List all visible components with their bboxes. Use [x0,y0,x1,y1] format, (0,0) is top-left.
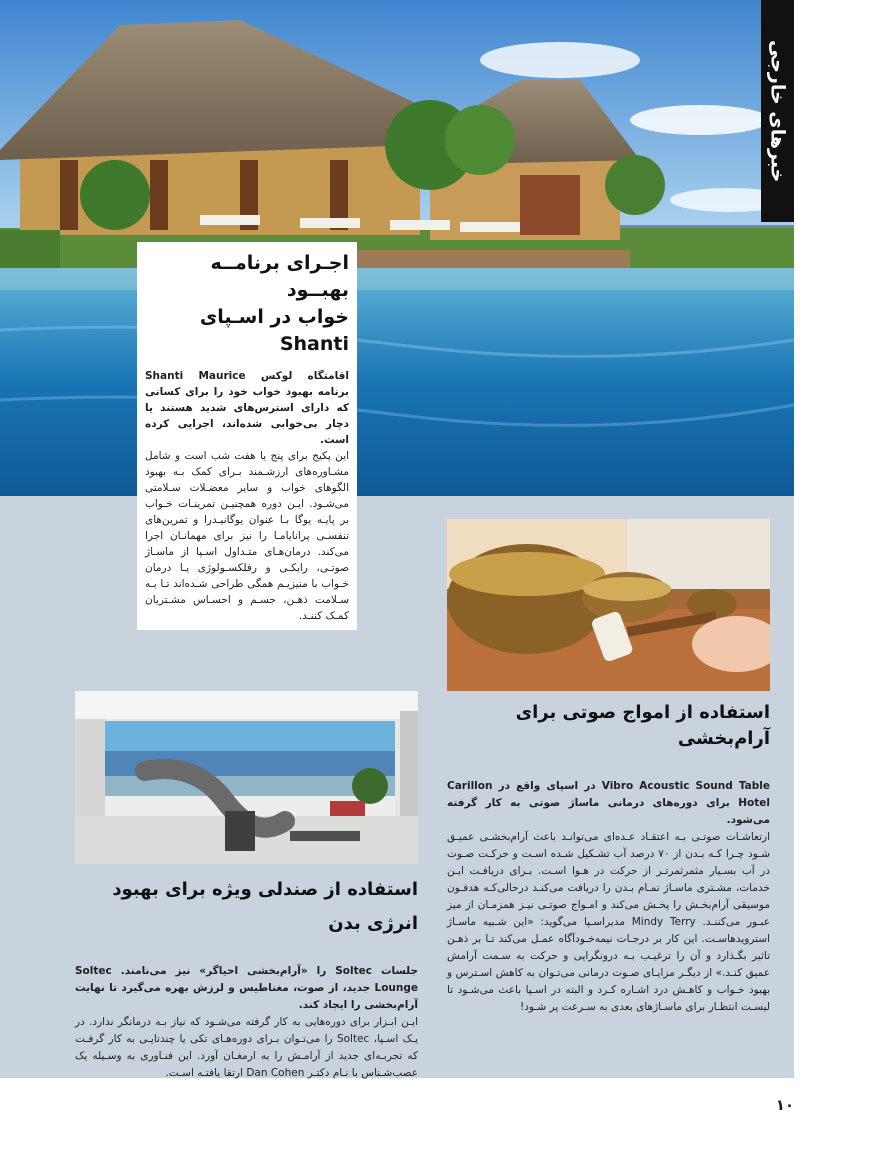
article-shanti-title-line2: خواب در اسـپای Shanti [199,306,349,355]
photo-soltec-lounge [75,691,418,864]
article-sound-lead: Vibro Acoustic Sound Table در اسپای واقع در Carillon Hotel برای دوره‌های درمانی ماساژ صوتی به کار گرفته می‌شود. [447,780,770,826]
article-shanti-title-line1: اجـرای برنامــه بهبــود [210,252,349,301]
article-sound [447,700,770,1016]
article-shanti-lead: اقامتگاه لوکس Shanti Maurice برنامه بهبود خواب خود را برای کسانی که دارای استرس‌های شدید هستند یا دچار بی‌خوابی شده‌اند، اجرایی کرده است. [145,370,349,446]
section-tab-label: خبرهای خارجی [766,39,789,183]
section-tab [761,0,794,222]
article-lounge-lead: جلسات Soltec را «آرام‌بخشی احیاگر» نیز می‌نامند. Soltec Lounge جدید، از صوت، مغناطیس و لرزش بهره می‌گیرد تا نهایت آرام‌بخشی را ایجاد کند. [75,965,419,1011]
article-lounge-body: ایـن ابـزار برای دوره‌هایی به کار گرفته می‌شـود که نیاز بـه درمانگر ندارد. در یـک اسـپا، Soltec را می‌تـوان بـرای دوره‌هـای تکی یا چندتایـی به کار گرفـت که تجربـه‌ای جدید از آرامـش را به ارمغـان آورد. این فنـاوری به وسـیله یک عصب‌شـناس با نـام دکتـر Dan Cohen ارتقا یافتـه اسـت. [75,1016,418,1079]
photo-singing-bowls [447,519,770,691]
article-lounge-title: استفاده از صندلی ویژه برای بهبود انرژی بدن [112,879,418,934]
article-shanti-title [145,250,349,358]
article-lounge [75,873,418,1082]
page-number: ۱۰ [775,1096,794,1114]
article-sound-title: استفاده از امواج صوتی برای آرام‌بخشی [515,702,770,749]
article-shanti [137,242,357,630]
article-shanti-body: این پکیج برای پنج یا هفت شب است و شامل مشـاوره‌های ارزشـمند بـرای کمک بـه بهبود الگوهای خواب و سایر معضـلات سـلامتی می‌شـود. ایـن دوره همچنیـن تمرینـات خـواب بر پایـه یوگا بـا عنوان یوگانیـدرا و تمرین‌های تنفسـی پرانایامـا را نیز برای مهمانـان اجرا می‌کند. درمان‌هـای متـداول اسـپا از ماسـاژ صوتـی، رایکـی و رفلکسـولوژی یـا درمان خـواب با منیزیـم همگی طراحی شـده‌اند تـا بـه سـلامت ذهـن، جسـم و احسـاس مشـتریان کمـک کننـد. [145,450,349,622]
article-sound-body: ارتعاشـات صوتـی بـه اعتقـاد عـده‌ای می‌توانـد باعث آرام‌بخشـی عمیـق شـود چـرا کـه بـدن از ۷۰ درصد آب تشـکیل شـده اسـت و حرکـت صـوت در آب بسـیار مثمرثمرتـر از حرکت در هـوا اسـت. بـرای دریافـت ایـن خدمات، مشـتری ماسـاژ تمـام بـدن را دریافت می‌کنـد درحالی‌کـه هدفـون موسیقی آرام‌بخـش را پخـش می‌کند و امـواج صوتـی نیـز همزمـان از میز عبـور می‌کننـد. Mindy Terry مدیراسـپا می‌گوید: «این شـبیه ماسـاژ استرویدهاسـت. این کار بر درجـات نیمه‌خـودآگاه عمـل می‌کند تـا بر ذهـن تاثیر بگـذارد و آن را ترغیـب بـه درونگرایی و حرکت به سـمت آرامش عمیق کنـد.» از دیگـر مزایـای صـوت درمانی می‌تـوان به کاهش اسـترس و بهبود خـواب و کاهـش درد اشـاره کـرد و البته در اسـپا باعث می‌شـود تا لیسـت انتظـار برای ماسـاژهای بعدی به سـرعت پر شـود! [447,831,770,1013]
hero-photo-villa-pool [0,0,794,496]
